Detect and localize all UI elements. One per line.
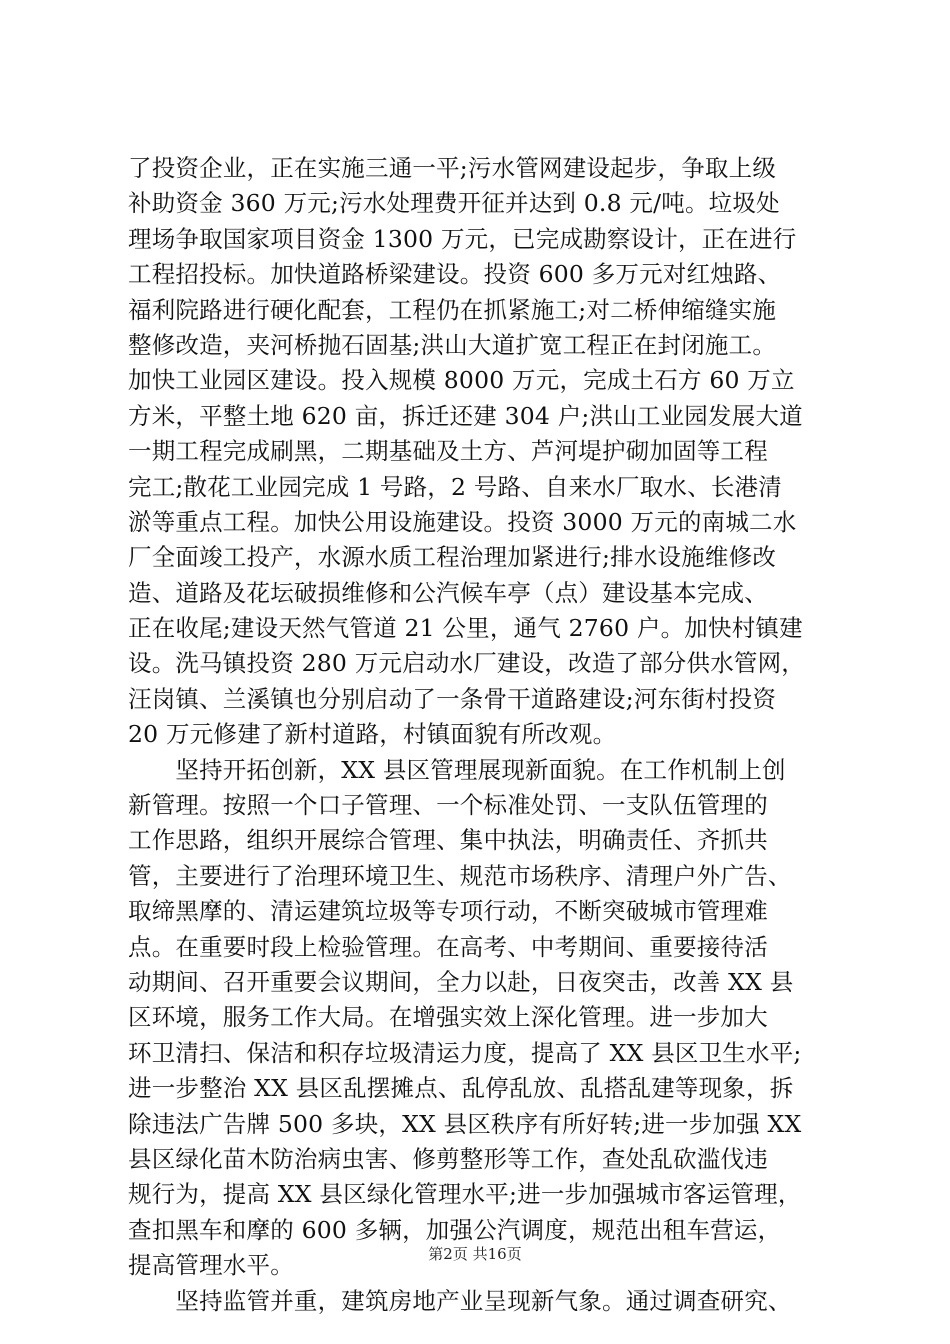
text-line: 进一步整治 XX 县区乱摆摊点、乱停乱放、乱搭乱建等现象，拆 <box>128 1074 794 1103</box>
text-line: 福利院路进行硬化配套，工程仍在抓紧施工;对二桥伸缩缝实施 <box>128 295 777 324</box>
paragraph-start-line: 坚持监管并重，建筑房地产业呈现新气象。通过调查研究、 <box>128 1286 792 1315</box>
text-line: 汪岗镇、兰溪镇也分别启动了一条骨干道路建设;河东街村投资 <box>128 684 777 713</box>
text-line: 取缔黑摩的、清运建筑垃圾等专项行动，不断突破城市管理难 <box>128 897 768 926</box>
text-line: 规行为，提高 XX 县区绿化管理水平;进一步加强城市客运管理， <box>128 1180 802 1209</box>
text-line: 县区绿化苗木防治病虫害、修剪整形等工作，查处乱砍滥伐违 <box>128 1144 768 1173</box>
text-line: 点。在重要时段上检验管理。在高考、中考期间、重要接待活 <box>128 932 768 961</box>
text-line: 整修改造，夹河桥抛石固基;洪山大道扩宽工程正在封闭施工。 <box>128 330 777 359</box>
text-line: 新管理。按照一个口子管理、一个标准处罚、一支队伍管理的 <box>128 791 768 820</box>
text-line: 补助资金 360 万元;污水处理费开征并达到 0.8 元/吨。垃圾处 <box>128 189 780 218</box>
text-line: 了投资企业，正在实施三通一平;污水管网建设起步，争取上级 <box>128 154 777 182</box>
text-line: 管，主要进行了治理环境卫生、规范市场秩序、清理户外广告、 <box>128 861 792 890</box>
text-line: 区环境，服务工作大局。在增强实效上深化管理。进一步加大 <box>128 1003 768 1032</box>
text-line: 提高管理水平。 <box>128 1251 294 1280</box>
page-footer: 第2页 共16页 <box>428 1245 522 1263</box>
text-line: 方米，平整土地 620 亩，拆迁还建 304 户;洪山工业园发展大道 <box>128 401 803 430</box>
text-line: 设。洗马镇投资 280 万元启动水厂建设，改造了部分供水管网， <box>128 649 805 678</box>
paragraph-start-line: 坚持开拓创新，XX 县区管理展现新面貌。在工作机制上创 <box>128 755 786 784</box>
text-line: 加快工业园区建设。投入规模 8000 万元，完成土石方 60 万立 <box>128 366 795 395</box>
text-line: 正在收尾;建设天然气管道 21 公里，通气 2760 户。加快村镇建 <box>128 614 803 643</box>
text-line: 工程招投标。加快道路桥梁建设。投资 600 多万元对红烛路、 <box>128 260 782 289</box>
text-line: 厂全面竣工投产，水源水质工程治理加紧进行;排水设施维修改 <box>128 543 777 572</box>
text-line: 动期间、召开重要会议期间，全力以赴，日夜突击，改善 XX 县 <box>128 967 794 996</box>
text-line: 20 万元修建了新村道路，村镇面貌有所改观。 <box>128 720 617 749</box>
text-line: 查扣黑车和摩的 600 多辆，加强公汽调度，规范出租车营运， <box>128 1215 782 1244</box>
body-text <box>128 151 848 1319</box>
text-line: 理场争取国家项目资金 1300 万元，已完成勘察设计，正在进行 <box>128 224 797 253</box>
text-line: 除违法广告牌 500 多块，XX 县区秩序有所好转;进一步加强 XX <box>128 1109 802 1138</box>
text-line: 工作思路，组织开展综合管理、集中执法，明确责任、齐抓共 <box>128 826 768 855</box>
text-line: 一期工程完成刷黑，二期基础及土方、芦河堤护砌加固等工程 <box>128 437 768 466</box>
text-line: 造、道路及花坛破损维修和公汽候车亭（点）建设基本完成、 <box>128 578 768 607</box>
text-line: 完工;散花工业园完成 1 号路，2 号路、自来水厂取水、长港清 <box>128 472 782 501</box>
text-line: 淤等重点工程。加快公用设施建设。投资 3000 万元的南城二水 <box>128 507 797 536</box>
text-line: 环卫清扫、保洁和积存垃圾清运力度，提高了 XX 县区卫生水平; <box>128 1038 802 1067</box>
